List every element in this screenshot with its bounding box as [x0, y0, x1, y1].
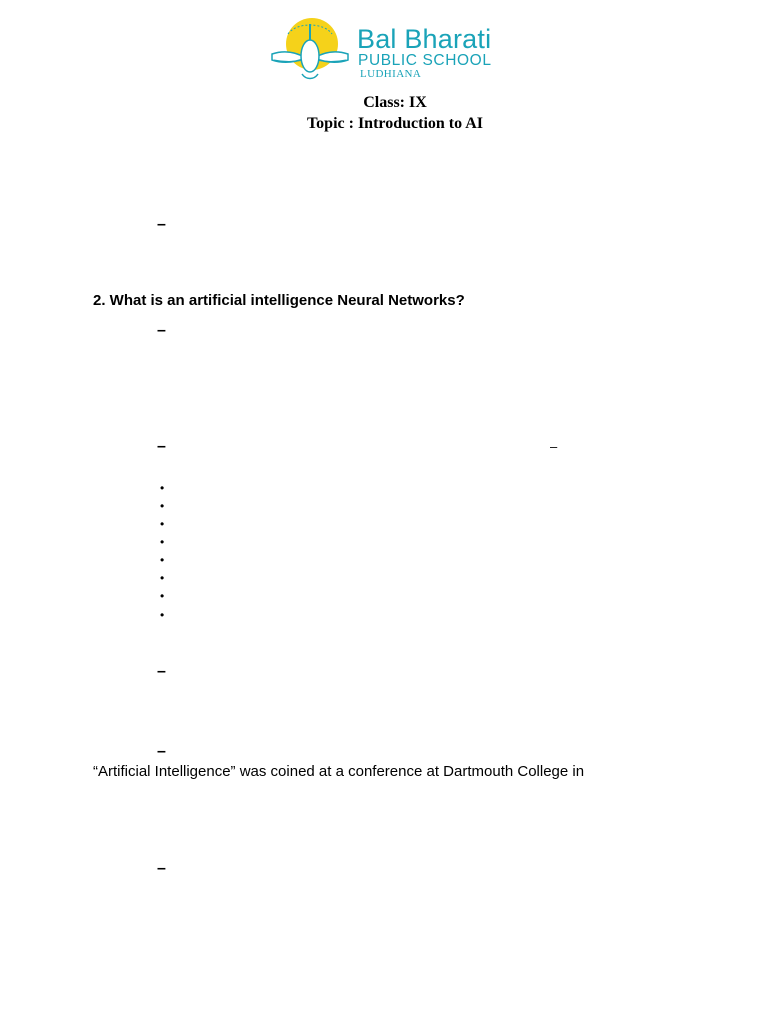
list-bullet-4: • [160, 535, 165, 549]
answer-dash-1: – [157, 216, 166, 233]
list-bullet-6: • [160, 571, 165, 585]
logo-school-city: LUDHIANA [360, 68, 422, 80]
answer-dash-4: – [157, 663, 166, 680]
answer-dash-5: – [157, 743, 166, 760]
list-bullet-1: • [160, 481, 165, 495]
list-bullet-3: • [160, 517, 165, 531]
ai-coined-sentence: “Artificial Intelligence” was coined at a conference at Dartmouth College in [93, 763, 585, 780]
topic-heading: Topic : Introduction to AI [306, 115, 484, 132]
logo-figure-icon [301, 40, 319, 72]
answer-dash-2: – [157, 322, 166, 339]
list-bullet-7: • [160, 589, 165, 603]
list-bullet-5: • [160, 553, 165, 567]
answer-dash-6: – [157, 860, 166, 877]
class-heading: Class: IX [363, 94, 427, 111]
school-logo-emblem [266, 14, 354, 84]
answer-dash-3: – [157, 438, 166, 455]
answer-dash-3b: – [550, 439, 558, 454]
list-bullet-2: • [160, 499, 165, 513]
logo-school-name: Bal Bharati [357, 24, 492, 54]
list-bullet-8: • [160, 608, 165, 622]
question-2: 2. What is an artificial intelligence Neural Networks? [93, 292, 465, 309]
logo-school-type: PUBLIC SCHOOL [358, 52, 492, 69]
